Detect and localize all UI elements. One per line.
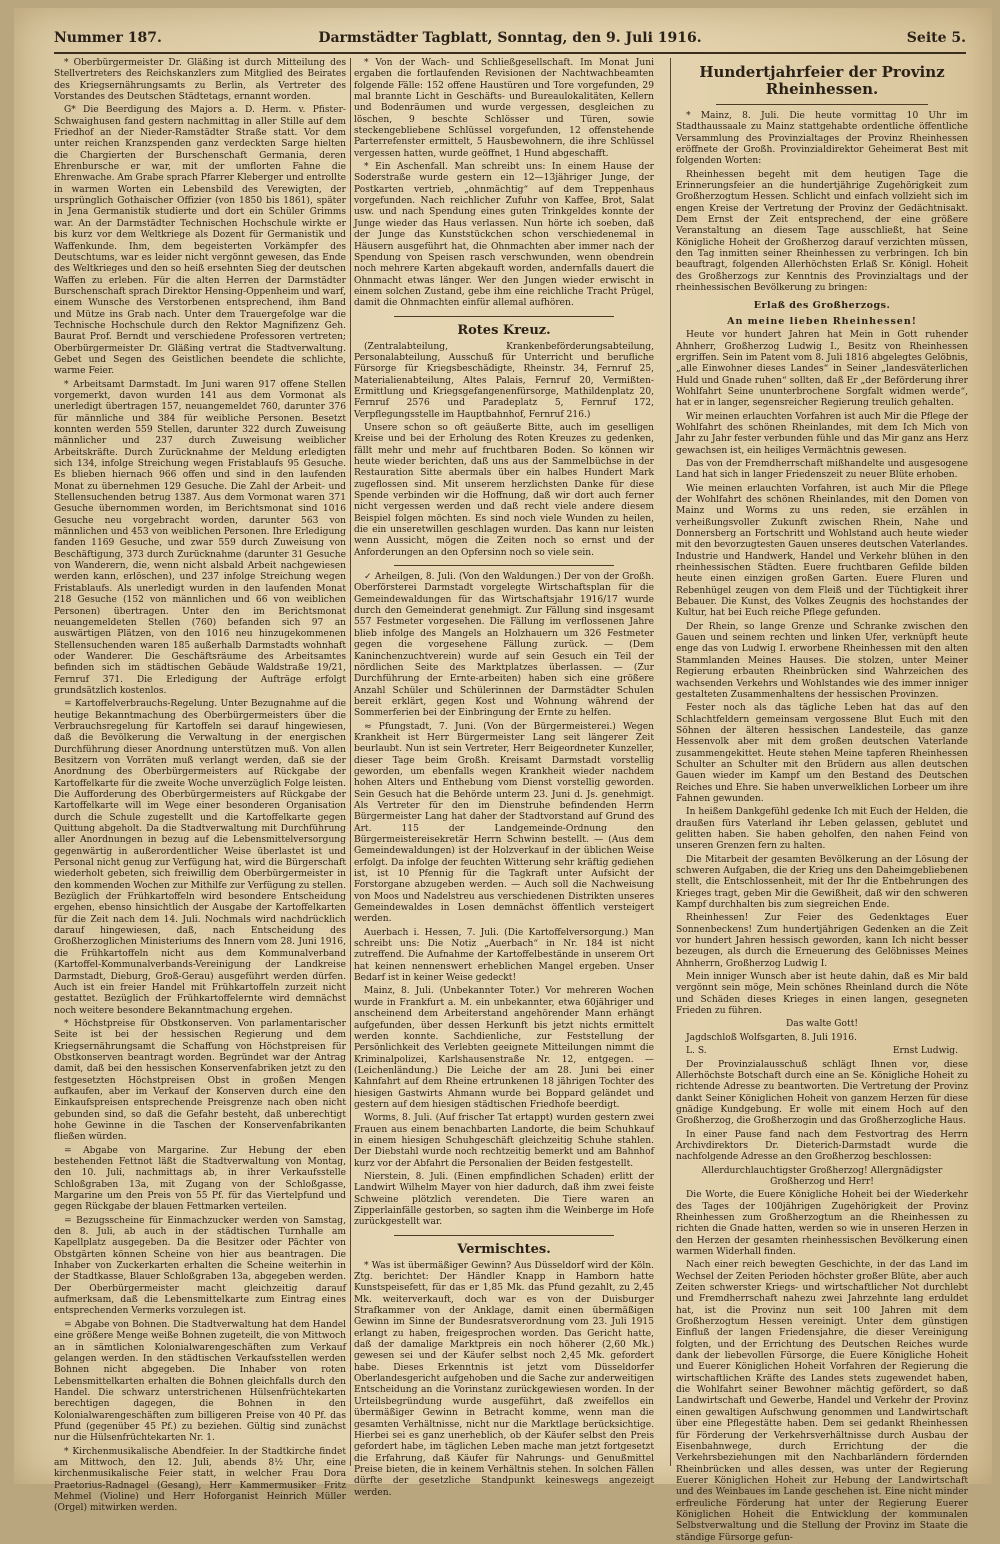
article: Unsere schon so oft geäußerte Bitte, auch im geselligen Kreise und bei der Erholung des Roten Kreuzes zu gedenken, fällt mehr und mehr auf fruchtbaren Boden. So können wir heute wieder berichten, daß uns aus der Sammelbüchse in der Restauration Sitte abermals über ein halbes Hundert Mark zugeflossen sind. Mit unserem herzlichsten Danke für diese Spende verbinden wir die Hoffnung, daß wir dort auch ferner nicht vergessen werden und daß recht viele andere diesem Beispiel folgen möchten. Es sind noch viele Wunden zu heilen, die ein unseretwillen geschlagen wurden. Das kann nur leisten wenn Aussicht, mögen die Zeiten noch so ernst und der Anforderungen an den Opfersinn noch so viele sein. [354,422,654,558]
section-heading-vermischtes: Vermischtes. [457,1241,551,1257]
article: Die Worte, die Euere Königliche Hoheit bei der Wiederkehr des Tages der 100jährigen Zugehörigkeit der Provinz Rheinhessen zum Großherzogtum an die Rheinhessen zu richten die Gnade hatten, werden so wie in unseren Herzen in den Herzen der gesamten rheinhessischen Bevölkerung einen warmen Widerhall finden. [676,1190,968,1257]
decree-paragraph: Das von der Fremdherrschaft mißhandelte und ausgesogene Land hat sich in langer Friedenszeit zu neuer Blüte erhoben. [676,458,968,481]
section-rule [394,565,614,566]
decree-paragraph: Der Rhein, so lange Grenze und Schranke zwischen den Gauen und seinem rechten und linken Ufer, verknüpft heute enge das von Ludwig I. erworbene Rheinhessen mit den alten Stammlanden Meines Hauses. Die stolzen, unter Meiner Regierung erbauten Rheinbrücken sind Wahrzeichen des wachsenden Verkehrs und Wohlstandes wie des immer inniger gestalteten Zusammenhaltens der hessischen Provinzen. [676,621,968,700]
masthead [54,26,966,54]
issue-number: Nummer 187. [54,30,162,46]
decree-paragraph: Wie meinen erlauchten Vorfahren, ist auch Mir die Pflege der Wohlfahrt des schönen Rheinlandes, mit den Domen von Mainz und Worms zu uns reden, sie erzählen in verheißungsvoller Zukunft zwischen Rhein, Nahe und Donnersberg an Fortschritt und Wohlstand auch heute wieder mit den bevorzugtesten Gauen unseres deutschen Vaterlandes. Industrie und Handwerk, Handel und Verkehr blühen in den rheinhessischen Städten. Euere fruchtbaren Gefilde bilden heute einen einzigen großen Garten. Euere Fluren und Rebenhügel zeugen von dem Fleiß und der Tüchtigkeit ihrer Bebauer. Die Kunst, des Volkes Zeugnis des hochstandes der Kultur, hat bei Euch reiche Pflege gefunden. [676,483,968,619]
article: Auerbach i. Hessen, 7. Juli. (Die Kartoffelversorgung.) Man schreibt uns: Die Notiz „Auerbach“ in Nr. 184 ist nicht zutreffend. Die Aufnahme der Kartoffelbestände in unserem Ort hat keinen nennenswert erheblichen Mangel ergeben. Unser Bedarf ist in keiner Weise gedeckt! [354,927,654,984]
decree-place-date: Jagdschloß Wolfsgarten, 8. Juli 1916. [686,1032,857,1043]
article: * Arbeitsamt Darmstadt. Im Juni waren 917 offene Stellen vorgemerkt, davon wurden 141 aus dem Vormonat als unerledigt übertragen 157, neuangemeldet 760, darunter 376 für männliche und 384 für weibliche Personen. Besetzt konnten werden 559 Stellen, darunter 322 durch Zuweisung männlicher und 237 durch Zuweisung weiblicher Arbeitskräfte. Durch Zurücknahme der Meldung erledigten sich 134, infolge Streichung wegen Fristablaufs 95 Gesuche. Es blieben hiernach 966 offen und sind in den laufenden Monat zu übernehmen 129 Gesuche. Die Zahl der Arbeit- und Stellensuchenden betrug 1387. Aus dem Vormonat waren 371 Gesuche übernommen worden, im Berichtsmonat sind 1016 Gesuche neu vorgebracht worden, darunter 563 von männlichen und 453 von weiblichen Personen. Ihre Erledigung fanden 1169 Gesuche, und zwar 559 durch Zuweisung von Beschäftigung, 373 durch Zurücknahme (darunter 31 Gesuche von Wanderern, die, wenn nicht alsbald Arbeit nachgewiesen werden kann, erlöschen), und 237 infolge Streichung wegen Fristablaufs. Als unerledigt wurden in den laufenden Monat 218 Gesuche (152 von männlichen und 66 von weiblichen Personen) übertragen. Unter den im Berichtsmonat neuangemeldeten Stellen (760) befanden sich 97 an auswärtigen Plätzen, von den 1016 neu hinzugekommenen Stellensuchenden waren 185 außerhalb Darmstadts wohnhaft oder Wanderer. Die Geschäftsräume des Arbeitsamtes befinden sich im städtischen Gebäude Waldstraße 19/21, Fernruf 371. Die Erledigung der Aufträge erfolgt grundsätzlich kostenlos. [54,379,346,696]
article: * Kirchenmusikalische Abendfeier. In der Stadtkirche findet am Mittwoch, den 12. Juli, abends 8½ Uhr, eine kirchenmusikalische Feier statt, in welcher Frau Dora Praetorius-Radnagel (Gesang), Herr Kammermusiker Fritz Mehmel (Violine) und Herr Hoforganist Heinrich Müller (Orgel) mitwirken werden. [54,1446,346,1514]
column-3 [676,58,968,1543]
section-heading-hundertjahrfeier: Hundertjahrfeier der Provinz Rheinhessen. [699,63,945,98]
article: Mainz, 8. Juli. (Unbekannter Toter.) Vor mehreren Wochen wurde in Frankfurt a. M. ein unbekannter, etwa 60jähriger und anscheinend dem Arbeiterstand angehörender Mann erhängt aufgefunden, über dessen Herkunft bis jetzt nichts ermittelt werden konnte. Sachdienliche, zur Feststellung der Persönlichkeit des Verlebten geeignete Mitteilungen nimmt die Kriminalpolizei, Karlshausenstraße Nr. 12, entgegen. — (Leichenländung.) Die Leiche der am 28. Juni bei einer Kahnfahrt auf dem Rheine ertrunkenen 18 jährigen Tochter des hiesigen Gastwirts Ahmann wurde bei Boppard geländet und gestern auf dem hiesigen städtischen Friedhofe beerdigt. [354,986,654,1110]
column-divider [670,58,671,1466]
section-rule [394,1235,614,1236]
decree-paragraph: Heute vor hundert Jahren hat Mein in Gott ruhender Ahnherr, Großherzog Ludwig I., Besitz von Rheinhessen ergriffen. Sein im Patent vom 8. Juli 1816 abgelegtes Gelöbnis, „alle Einwohner dieses Landes“ in Seiner „landesväterlichen Huld und Gnade ruhen“ sollten, daß Er „der Beförderung ihrer Wohlfahrt Seine ununterbrochene Sorgfalt widmen werde“, hat er in langer, segensreicher Regierung treulich gehalten. [676,330,968,409]
article: Der Provinzialausschuß schlägt Ihnen vor, diese Allerhöchste Botschaft durch eine an Se. Königliche Hoheit zu richtende Adresse zu beantworten. Die Vertretung der Provinz dankt Seiner Königlichen Hoheit von ganzem Herzen für diese gnädige Kundgebung. Er wolle mit einem Hoch auf den Großherzog, die Großherzogin und das Großherzogliche Haus. [676,1059,968,1127]
article: * Ein Aschenfall. Man schreibt uns: In einem Hause der Soderstraße wurde gestern ein 12—13jähriger Junge, der Postkarten vertrieb, „ohnmächtig“ auf dem Treppenhaus vorgefunden. Nach reichlicher Zufuhr von Kaffee, Brot, Salat usw. und nach Spendung eines guten Trinkgeldes konnte der Junge wieder das Haus verlassen. Nun hörte ich soeben, daß der Junge das Kunststückchen schon verschiedenemal in Häusern ausgeführt hat, die Ohnmachten aber immer nach der Spendung von Speisen rasch verschwunden, wenn obendrein noch mehrere Karten abgekauft worden, andernfalls dauert die Ohnmacht etwas länger. Wer den Jungen wieder erwischt in einem solchen Zustand, gebe ihm eine reichliche Tracht Prügel, damit die Ohnmachten einfür allemal aufhören. [354,162,654,309]
section-heading-rotes-kreuz: Rotes Kreuz. [457,322,551,338]
section-rule [394,316,614,317]
article: = Kartoffelverbrauchs-Regelung. Unter Bezugnahme auf die heutige Bekanntmachung des Oberbürgermeisters über die Verbrauchsregelung für Kartoffeln sei darauf hingewiesen, daß die Bevölkerung die Verwaltung in der energischen Durchführung dieser Anordnung unterstützen muß. Von allen Besitzern von Vorräten muß verlangt werden, daß sie der Anordnung des Oberbürgermeisters auf Rückgabe der Kartoffelkarte für die zweite Woche unverzüglich Folge leisten. Die Aufforderung des Oberbürgermeisters auf Rückgabe der Kartoffelkarte will im Wege einer besonderen Organisation durch die Schule zugestellt und die Kartoffelkarte gegen Quittung abgeholt. Da die Stadtverwaltung mit Durchführung aller Anordnungen in bezug auf die Lebensmittelversorgung gegenwärtig in außerordentlicher Weise überlastet ist und Personal nicht genug zur Verfügung hat, wird die Bürgerschaft wiederholt gebeten, sich freiwillig dem Oberbürgermeister in den kommenden Wochen zur Mithilfe zur Verfügung zu stellen. Bezüglich der Frühkartoffeln wird besondere Entscheidung ergehen, ebenso hinsichtlich der Ausgabe der Kartoffelkarten für die Zeit nach dem 14. Juli. Nochmals wird nachdrücklich darauf hingewiesen, daß, nach Entscheidung des Großherzoglichen Ministeriums des Innern vom 28. Juni 1916, die Frühkartoffeln nicht aus dem Kommunalverband (Kartoffel-Kommunalverbands-Vereinigung der Landkreise Darmstadt, Dieburg, Groß-Gerau) ausgeführt werden dürfen. Auch ist ein freier Handel mit Frühkartoffeln zurzeit nicht gestattet. Bezüglich der Frühkartoffelernte wird demnächst noch weitere besondere Bekanntmachung ergehen. [54,699,346,1016]
article: Worms, 8. Juli. (Auf frischer Tat ertappt) wurden gestern zwei Frauen aus einem benachbarten Landorte, die beim Schuhkauf in einem hiesigen Schuhgeschäft gleichzeitig Schuhe stahlen. Der Diebstahl wurde noch rechtzeitig bemerkt und am Bahnhof kurz vor der Abfahrt die Personalien der Beiden festgestellt. [354,1113,654,1169]
page-number: Seite 5. [906,30,966,46]
article: * Mainz, 8. Juli. Die heute vormittag 10 Uhr im Stadthaussaale zu Mainz stattgehabte ordentliche öffentliche Versammlung des Provinzialtages der Provinz Rheinhessen eröffnete der Großh. Provinzialdirektor Geheimerat Best mit folgenden Worten: [676,111,968,167]
section-rule [716,104,928,105]
article: = Abgabe von Margarine. Zur Hebung der eben bestehenden Fettnot läßt die Stadtverwaltung von Montag, den 10. Juli, nachmittags ab, in ihrer Verkaufsstelle Schloßgraben 13a, mit Zugang von der Schloßgasse, Margarine um den Preis von 55 Pf. für das Viertelpfund und gegen Rückgabe der blauen Fettmarken verteilen. [54,1145,346,1213]
decree-paragraph: Fester noch als das tägliche Leben hat das auf den Schlachtfeldern gemeinsam vergossene Blut Euch mit den Söhnen der älteren hessischen Landesteile, das ganze Hessenvolk aber mit dem großen deutschen Vaterlande zusammengekittet. Heute stehen Meine tapferen Rheinhessen Schulter an Schulter mit den Brüdern aus allen deutschen Gauen wieder im Kampf um den Bestand des Deutschen Reiches und Ehre. Sie haben unverwelklichen Lorbeer um ihre Fahnen gewunden. [676,703,968,804]
article: * Höchstpreise für Obstkonserven. Von parlamentarischer Seite ist bei der hessischen Regierung und dem Kriegsernährungsamt die Schaffung von Höchstpreisen für Obstkonserven beantragt worden. Begründet war der Antrag damit, daß bei den hessischen Konservenfabriken jetzt zu den festgesetzten Höchstpreisen Obst in großen Mengen aufkaufen, aber im Verkauf der Konserven durch eine den Einkaufspreisen entsprechende Preisgrenze nach oben nicht gebunden sind, so daß die Gefahr besteht, daß unberechtigt hohe Gewinne in die Taschen der Konservenfabrikanten fließen würden. [54,1018,346,1143]
decree-paragraph: Mein inniger Wunsch aber ist heute dahin, daß es Mir bald vergönnt sein möge, Mein schönes Rheinland durch die Nöte und Schäden dieses Krieges in einen langen, gesegneten Frieden zu führen. [676,972,968,1017]
decree-paragraph: Die Mitarbeit der gesamten Bevölkerung an der Lösung der schweren Aufgaben, die der Krieg uns den Daheimgebliebenen stellt, die Entschlossenheit, mit der Ihr die Entbehrungen des Krieges tragt, geben Mir die Gewißheit, daß wir den schweren Kampf durchhalten bis zum siegreichen Ende. [676,854,968,911]
article: Rheinhessen begeht mit dem heutigen Tage die Erinnerungsfeier an die hundertjährige Zugehörigkeit zum Großherzogtum Hessen. Schlicht und einfach vollzieht sich im engen Kreise der Vertretung der Provinz der Gedächtnisakt. Dem Ernst der Zeit entsprechend, der eine größere Veranstaltung an diesem Tage ausschließt, hat Seine Königliche Hoheit der Großherzog darauf verzichten müssen, den Tag inmitten seiner Rheinhessen zu verbringen. Ich bin beauftragt, folgenden Allerhöchsten Erlaß Sr. Königl. Hoheit des Großherzogs zur Kenntnis des Provinzialtags und der rheinhessischen Bevölkerung zu bringen: [676,169,968,294]
decree-heading: Erlaß des Großherzogs. [753,299,891,311]
newspaper-page [14,8,992,1543]
article: In einer Pause fand nach dem Festvortrag des Herrn Archivdirektors Dr. Dieterich-Darmstadt wurde die nachfolgende Adresse an den Großherzog beschlossen: [676,1129,968,1163]
article: ≈ Pfungstadt, 7. Juni. (Von der Bürgermeisterei.) Wegen Krankheit ist Herr Bürgermeister Lang seit längerer Zeit beurlaubt. Nun ist sein Vertreter, Herr Beigeordneter Kunzeller, dieser Tage beim Großh. Kreisamt Darmstadt vorstellig geworden, um ebenfalls wegen Krankheit wieder nachdem hohen Alters und Enthebung vom Dienst vorstellig geworden. Sein Gesuch hat die Behörde unterm 23. Juni d. Js. genehmigt. Als Vertreter für den im Dienstruhe befindenden Herrn Bürgermeister Lang hat daher der Stadtvorstand auf Grund des Art. 115 der Landgemeinde-Ordnung den Bürgermeistereisekretär Herrn Schwinn bestellt. — (Aus dem Gemeindewaldungen) ist der Holzverkauf in der üblichen Weise erfolgt. Da infolge der feuchten Witterung sehr kräftig gediehen ist, ist 10 Pfennig für die Tagkraft unter Aufsicht der Forstorgane abzugeben werden. — Auch soll die Nachweisung von Moos und Nadelstreu aus verschiedenen Distrikten unseres Gemeindewaldes in Losen demnächst öffentlich versteigert werden. [354,721,654,925]
signature-line [686,1046,958,1057]
decree-paragraph: Wir meinen erlauchten Vorfahren ist auch Mir die Pflege der Wohlfahrt des schönen Rheinlandes, mit dem Ich Mich von Jahr zu Jahr fester verbunden fühle und das Mir ganz ans Herz gewachsen ist, ein heiliges Vermächtnis gewesen. [676,411,968,456]
decree-paragraph: In heißem Dankgefühl gedenke Ich mit Euch der Helden, die draußen fürs Vaterland ihr Leben gelassen, geblutet und gelitten haben. Sie haben geholfen, den nahen Feind von unseren Grenzen fern zu halten. [676,807,968,852]
article: Nierstein, 8. Juli. (Einen empfindlichen Schaden) erlitt der Landwirt Wilhelm Mayer von hier dadurch, daß ihm zwei feiste Schweine plötzlich verendeten. Die Tiere waren an Zipperlainfälle gestorben, so sagten ihm die Weinberge im Hofe zurückgestellt war. [354,1171,654,1228]
decree-paragraph: Rheinhessen! Zur Feier des Gedenktages Euer Sonnenbeckens! Zum hundertjährigen Gedenken an die Zeit vor hundert Jahren hessisch geworden, kann Ich nicht besser bezeugen, als durch die Erneuerung des Gelöbnisses Meines Ahnherrn, Großherzog Ludwig I. [676,913,968,969]
article: Nach einer reich bewegten Geschichte, in der das Land im Wechsel der Zeiten Perioden höchster großer Blüte, aber auch Zeiten schwerster Kriegs- und wirtschaftlicher Not durchlebt und Fremdherrschaft nahezu zwei Jahrzehnte lang erduldet hat, ist die Provinz nun seit 100 Jahren mit dem Großherzogtum Hessen vereinigt. Unter dem günstigen Einfluß der langen Friedensjahre, die dieser Vereinigung folgten, und der Errichtung des Deutschen Reiches wurde dank der liebevollen Fürsorge, die Euere Königliche Hoheit und Euerer Königlichen Hoheit Vorfahren der Regierung die wirtschaftlichen Kräfte des Landes stets zugewendet haben, die Wohlfahrt seiner Bewohner mächtig gefördert, so daß Landwirtschaft und Gewerbe, Handel und Verkehr der Provinz einen gewaltigen Aufschwung genommen und Landwirtschaft über eine Pflegestätte haben. Dem sei gedankt Rheinhessen für Förderung der Verkehrsverhältnisse durch Ausbau der Eisenbahnwege, durch Errichtung der die Verkehrsbeziehungen mit den Nachbarländern fördernden Rheinbrücken und alles dessen, was unter der Regierung Euerer Königlichen Hoheit zur Hebung der Landwirtschaft und des Weinbaues im Lande geschehen ist. Eine nicht minder erfreuliche Förderung hat unter der Regierung Euerer Königlichen Hoheit die Entwicklung der kommunalen Selbstverwaltung und die Stellung der Provinz im Staate die ständige Fürsorge gefun- [676,1260,968,1543]
article: ✓ Arheilgen, 8. Juli. (Von den Waldungen.) Der von der Großh. Oberförsterei Darmstadt vorgelegte Wirtschaftsplan für die Gemeindewaldungen für das Wirtschaftsjahr 1916/17 wurde durch den Gemeinderat genehmigt. Zur Fällung sind insgesamt 557 Festmeter vorgesehen. Die Fällung im verflossenen Jahre blieb infolge des Mangels an Holzhauern um 326 Festmeter gegen die vorgesehene Fällung zurück. — (Dem Kaninchenzuchtverein) wurde auf sein Gesuch ein Teil der nördlichen Seite des Marktplatzes überlassen. — (Zur Durchführung der Ernte-arbeiten) haben sich eine größere Anzahl Schüler und Schülerinnen der Darmstädter Schulen bereit erklärt, gegen Kost und Wohnung während der Sommerferien bei der Einbringung der Ernte zu helfen. [354,572,654,719]
article: = Abgabe von Bohnen. Die Stadtverwaltung hat dem Handel eine größere Menge weiße Bohnen zugeteilt, die von Mittwoch an in sämtlichen Kolonialwarengeschäften zum Verkauf gelangen werden. In den städtischen Verkaufsstellen werden Bohnen nicht abgegeben. Die Inhaber von roten Lebensmittelkarten erhalten die Bohnen gleichfalls durch den Handel. Die schwarz unterstrichenen Hülsenfrüchtekarten berechtigen dagegen, die Bohnen in den Kolonialwarengeschäften zum billigeren Preise von 40 Pf. das Pfund (gegenüber 45 Pf.) zu beziehen. Gültig sind zunächst nur die Hülsenfrüchtekarten Nr. 1. [54,1319,346,1444]
newspaper-title: Darmstädter Tagblatt, Sonntag, den 9. Juli 1916. [318,30,702,46]
article: = Bezugsscheine für Einmachzucker werden von Samstag, den 8. Juli, ab auch in der städtischen Turnhalle am Kapellplatz ausgegeben. Da die Besitzer oder Pächter von Obstgärten können Scheine von hier aus beantragen. Die Inhaber von Zuckerkarten erhalten die Scheine weiterhin in der Stadtkasse, Blauer Schloßgraben 13a, abgegeben werden. Der Oberbürgermeister macht gleichzeitig darauf aufmerksam, daß die Lebensmittelkarte zum Eintrag eines entsprechenden Vermerks vorzulegen ist. [54,1215,346,1317]
column-2 [354,58,654,1498]
column-divider [350,58,351,1466]
article: (Zentralabteilung, Krankenbeförderungsabteilung, Personalabteilung, Ausschuß für Unterricht und berufliche Fürsorge für Kriegsbeschädigte, Rheinstr. 34, Fernruf 25, Materialienabteilung, Altes Palais, Fernruf 20, Vermißten-Ermittlung und Kriegsgefangenenfürsorge, Mathildenplatz 20, Fernruf 2576 und Paradeplatz 5, Fernruf 172, Verpflegungsstelle im Hauptbahnhof, Fernruf 216.) [354,341,654,420]
address-salutation: Allerdurchlauchtigster Großherzog! Allergnädigster Großherzog und Herr! [701,1165,943,1187]
signature: Ernst Ludwig. [892,1046,958,1057]
article: * Von der Wach- und Schließgesellschaft. Im Monat Juni ergaben die fortlaufenden Revisionen der Nachtwachbeamten folgende Fälle: 152 offene Haustüren und Tore vorgefunden, 29 mal brannte Licht in Geschäfts- und Bureaulokalitäten, Kellern und Bodenräumen und wurde vergessen, desgleichen zu löschen, 9 beschte Schlösser und Türen, sowie steckengebliebene Schlüssel vorgefunden, 12 offenstehende Parterrefenster ermittelt, 5 Hausbewohnern, die ihre Schlüssel vergessen hatten, wurde geöffnet, 1 Hund abgeschafft. [354,58,654,159]
article: * Oberbürgermeister Dr. Gläßing ist durch Mitteilung des Stellvertreters des Reichskanzlers zum Mitglied des Beirates des Kriegsernährungsamts zu Berlin, als Vertreter des Vorstandes des Deutschen Städtetags, ernannt worden. [54,58,346,103]
article: * Was ist übermäßiger Gewinn? Aus Düsseldorf wird der Köln. Ztg. berichtet: Der Händler Knapp in Hamborn hatte Kunstspeisefett, für das er 1,85 Mk. das Pfund gezahlt, zu 2,45 Mk. weiterverkauft, doch war es von der Duisburger Strafkammer von der Anklage, damit einen übermäßigen Gewinn im Sinne der Bundesratsverordnung vom 23. Juli 1915 erlangt zu haben, freigesprochen worden. Das Gericht hatte, daß der damalige Marktpreis ein noch höherer (2,60 Mk.) gewesen sei und der Käufer selbst noch 2,45 Mk. gefordert habe. Dieses Erkenntnis ist jetzt vom Düsseldorfer Oberlandesgericht aufgehoben und die Sache zur anderweitigen Entscheidung an die Vorinstanz zurückgewiesen worden. In der Urteilsbegründung wurde ausgeführt, daß zweifellos ein übermäßiger Gewinn in Betracht komme, wenn man die gesamten Verhältnisse, nicht nur die Marktlage berücksichtige. Hierbei sei es ganz unerheblich, ob der Käufer selbst den Preis gefordert habe, im täglichen Leben mache man jetzt fortgesetzt die Erfahrung, daß Käufer für Nahrungs- und Genußmittel Preise bieten, die in keinem Verhältnis stehen. In solchen Fällen dürfte der gesetzliche Standpunkt keineswegs angezeigt werden. [354,1260,654,1498]
decree-closing: Das walte Gott! [785,1019,858,1030]
column-1 [54,58,346,1514]
decree-salutation: An meine lieben Rheinhessen! [727,315,917,327]
seal-mark: L. S. [686,1046,707,1057]
article: G* Die Beerdigung des Majors a. D. Herm. v. Pfister-Schwaighusen fand gestern nachmittag in aller Stille auf dem Friedhof an der Nieder-Ramstädter Straße statt. Vor dem unter reichen Kranzspenden ganz verdeckten Sarge hielten die Chargierten der Burschenschaft Germania, deren Ehrenburschе er war, mit der umflorten Fahne die Ehrenwache. Am Grabe sprach Pfarrer Kleberger und entrollte in warmen Worten ein Lebensbild des Verewigten, der ursprünglich Gothaischer Offizier (von 1850 bis 1861), später in Jena Germanistik studierte und dort ein Schüler Grimms war. An der Darmstädter Technischen Hochschule wirkte er bis kurz vor dem Weltkriege als Dozent für Germanistik und Waffenkunde. Ihm, dem begeisterten Vorkämpfer des Deutschtums, war es leider nicht vergönnt gewesen, das Ende des Weltkrieges und den so heiß ersehnten Sieg der deutschen Waffen zu erleben. Für die alten Herren der Darmstädter Burschenschaft sprach Direktor Hensing-Oppenheim und warf, einem Wunsche des Verstorbenen entsprechend, ihm Band und Mütze ins Grab nach. Unter dem Trauergefolge war die Technische Hochschule durch den Rektor Magnifizenz Geh. Baurat Prof. Berndt und verschiedene Professoren vertreten; Oberbürgermeister Dr. Gläßing vertrat die Stadtverwaltung. Gebet und Segen des Geistlichen beendete die schlichte, warme Feier. [54,105,346,377]
